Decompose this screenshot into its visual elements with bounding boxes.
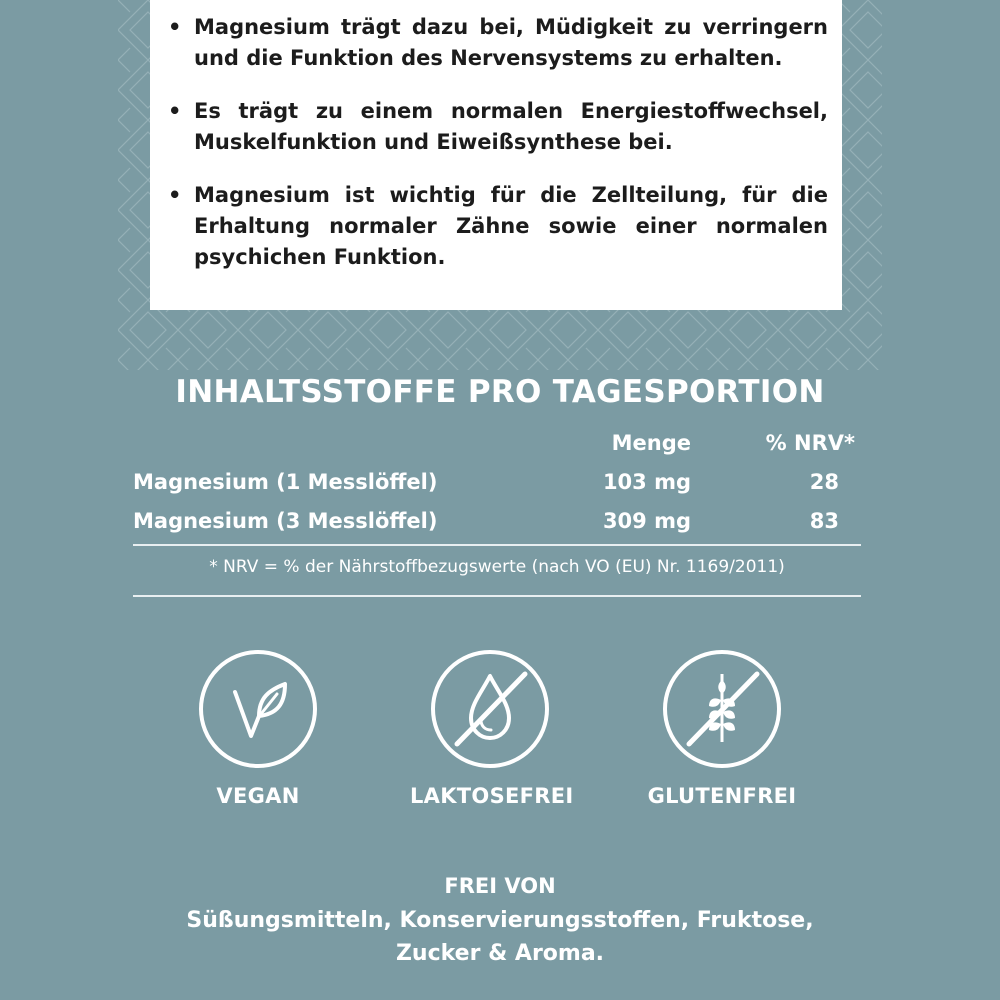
footnote-divider [133, 595, 861, 597]
benefits-card [150, 0, 842, 310]
ingredient-amount: 309 mg [602, 509, 691, 533]
ingredients-title: INHALTSSTOFFE PRO TAGESPORTION [175, 374, 825, 410]
ingredient-nrv: 83 [809, 509, 839, 533]
column-header-nrv: % NRV* [765, 431, 855, 455]
ingredient-amount: 103 mg [602, 470, 691, 494]
table-row [133, 502, 861, 541]
badge-gluten-free [642, 650, 802, 808]
free-from-title: FREI VON [444, 874, 556, 898]
lactose-free-drop-icon [431, 650, 549, 768]
badge-vegan [178, 650, 338, 808]
free-from-text [0, 904, 1000, 970]
benefit-item [168, 96, 828, 158]
nutrition-table [133, 424, 861, 541]
badge-label: LAKTOSEFREI [410, 784, 574, 808]
bullet: • [168, 183, 182, 207]
benefit-item [168, 12, 828, 74]
benefit-text: Magnesium trägt dazu bei, Müdigkeit zu verringern und die Funktion des Nervensystems zu erhalten. [194, 15, 828, 70]
badge-lactose-free [410, 650, 574, 808]
column-header-amount: Menge [611, 431, 691, 455]
benefit-text: Magnesium ist wichtig für die Zellteilung, für die Erhaltung normaler Zähne sowie einer normalen psychichen Funktion. [194, 183, 828, 269]
gluten-free-wheat-icon [663, 650, 781, 768]
vegan-leaf-icon [199, 650, 317, 768]
table-row [133, 463, 861, 502]
bullet: • [168, 15, 182, 39]
table-header-row [133, 424, 861, 463]
ingredient-name: Magnesium (1 Messlöffel) [133, 470, 438, 494]
badge-label: VEGAN [216, 784, 300, 808]
benefit-item [168, 180, 828, 273]
free-from-line: Zucker & Aroma. [395, 941, 605, 966]
bullet: • [168, 99, 182, 123]
nrv-footnote: * NRV = % der Nährstoffbezugswerte (nach VO (EU) Nr. 1169/2011) [209, 557, 785, 577]
table-divider [133, 544, 861, 546]
badge-label: GLUTENFREI [647, 784, 797, 808]
free-from-line: Süßungsmitteln, Konservierungsstoffen, Fruktose, [186, 908, 814, 933]
ingredient-nrv: 28 [809, 470, 839, 494]
benefit-text: Es trägt zu einem normalen Energiestoffwechsel, Muskelfunktion und Eiweißsynthese bei. [194, 99, 828, 154]
ingredient-name: Magnesium (3 Messlöffel) [133, 509, 438, 533]
